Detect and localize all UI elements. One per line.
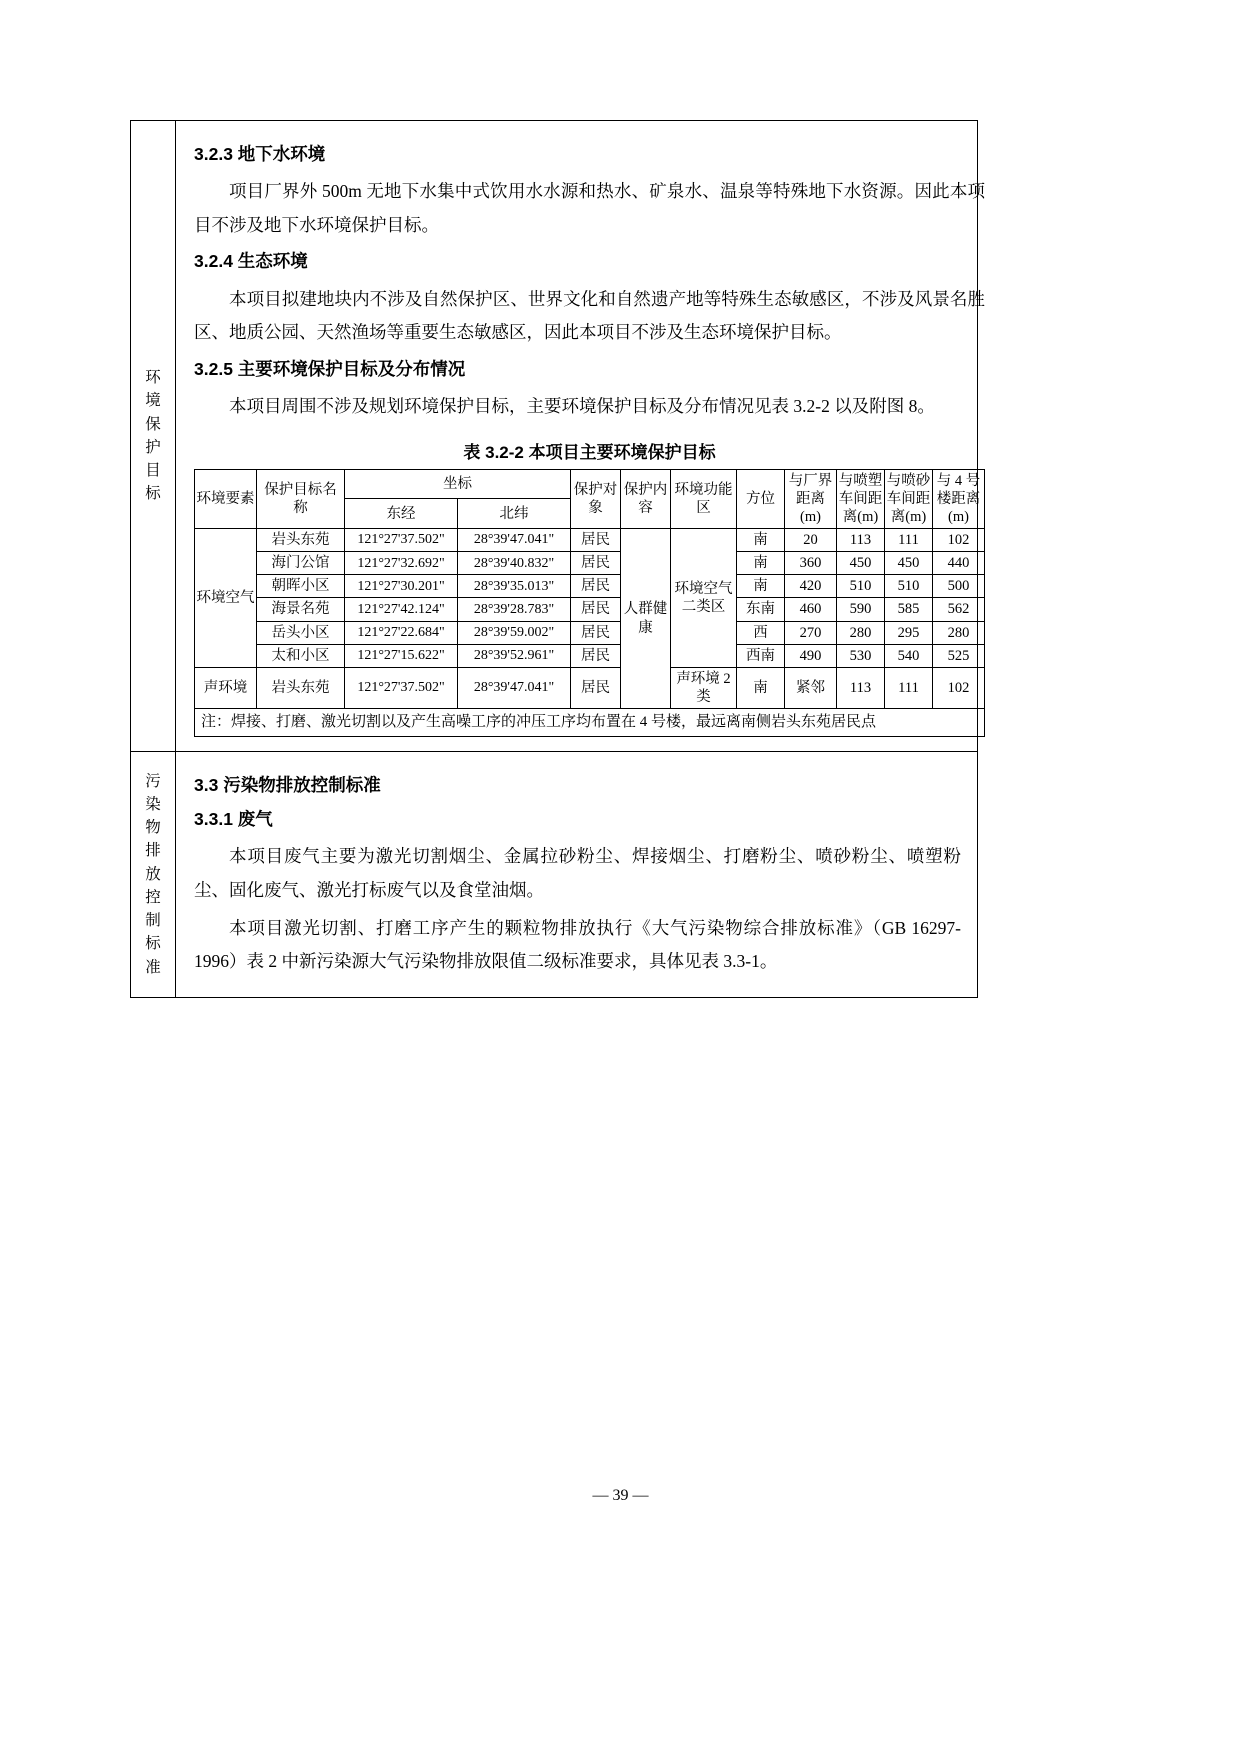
cell-direction: 南 <box>737 552 785 575</box>
cell-direction: 南 <box>737 667 785 708</box>
cell-function-zone-air: 环境空气二类区 <box>671 529 737 668</box>
cell-target-name: 海门公馆 <box>257 552 345 575</box>
cell-target-name: 太和小区 <box>257 644 345 667</box>
cell-protect-object: 居民 <box>571 598 621 621</box>
table-row <box>195 667 985 708</box>
table-row <box>195 575 985 598</box>
cell-direction: 西 <box>737 621 785 644</box>
cell-dist-b4: 102 <box>933 667 985 708</box>
cell-east: 121°27'42.124" <box>345 598 458 621</box>
th-env-element: 环境要素 <box>195 469 257 528</box>
cell-east: 121°27'15.622" <box>345 644 458 667</box>
environment-protection-target-table <box>194 469 985 737</box>
side-label-text: 环境保护目标 <box>145 369 161 503</box>
section-content-2 <box>176 752 977 997</box>
cell-dist-b4: 280 <box>933 621 985 644</box>
cell-east: 121°27'22.684" <box>345 621 458 644</box>
cell-dist-sand: 450 <box>885 552 933 575</box>
th-dist-spray-plastic: 与喷塑车间距离(m) <box>837 469 885 528</box>
cell-north: 28°39'59.002" <box>458 621 571 644</box>
th-dist-sand-blast: 与喷砂车间距离(m) <box>885 469 933 528</box>
cell-north: 28°39'47.041" <box>458 529 571 552</box>
cell-direction: 西南 <box>737 644 785 667</box>
cell-protect-object: 居民 <box>571 667 621 708</box>
th-target-name: 保护目标名称 <box>257 469 345 528</box>
cell-protect-content: 人群健康 <box>621 529 671 709</box>
heading-3-2-3: 3.2.3 地下水环境 <box>194 144 326 164</box>
page-number: — 39 — <box>592 1487 649 1504</box>
table-note-row <box>195 709 985 737</box>
cell-dist-b4: 525 <box>933 644 985 667</box>
table-row <box>195 644 985 667</box>
cell-group-noise: 声环境 <box>195 667 257 708</box>
cell-dist-boundary: 紧邻 <box>785 667 837 708</box>
cell-east: 121°27'37.502" <box>345 529 458 552</box>
th-protect-object: 保护对象 <box>571 469 621 528</box>
cell-dist-sand: 510 <box>885 575 933 598</box>
cell-north: 28°39'52.961" <box>458 644 571 667</box>
cell-function-zone-noise: 声环境 2 类 <box>671 667 737 708</box>
cell-dist-sand: 540 <box>885 644 933 667</box>
table-note: 注：焊接、打磨、激光切割以及产生高噪工序的冲压工序均布置在 4 号楼，最远离南侧岩头东苑居民点 <box>195 709 985 737</box>
cell-dist-spray: 113 <box>837 667 885 708</box>
cell-east: 121°27'32.692" <box>345 552 458 575</box>
cell-dist-boundary: 460 <box>785 598 837 621</box>
side-label-environment-protection-target <box>131 121 176 751</box>
th-coordinates: 坐标 <box>345 469 571 499</box>
side-label-text: 污染物排放控制标准 <box>145 772 161 976</box>
cell-dist-sand: 111 <box>885 529 933 552</box>
th-east-longitude: 东经 <box>345 499 458 529</box>
cell-direction: 南 <box>737 575 785 598</box>
th-dist-boundary: 与厂界距离(m) <box>785 469 837 528</box>
cell-target-name: 海景名苑 <box>257 598 345 621</box>
cell-dist-spray: 530 <box>837 644 885 667</box>
cell-dist-spray: 280 <box>837 621 885 644</box>
heading-3-2-5: 3.2.5 主要环境保护目标及分布情况 <box>194 358 466 379</box>
cell-east: 121°27'37.502" <box>345 667 458 708</box>
cell-dist-sand: 111 <box>885 667 933 708</box>
para-groundwater: 项目厂界外 500m 无地下水集中式饮用水水源和热水、矿泉水、温泉等特殊地下水资源。因此本项目不涉及地下水环境保护目标。 <box>194 181 985 235</box>
cell-north: 28°39'28.783" <box>458 598 571 621</box>
cell-dist-spray: 590 <box>837 598 885 621</box>
para-particulate-standard: 本项目激光切割、打磨工序产生的颗粒物排放执行《大气污染物综合排放标准》（GB 16297-1996）表 2 中新污染源大气污染物排放限值二级标准要求，具体见表 3.3-1。 <box>194 917 961 972</box>
cell-dist-spray: 450 <box>837 552 885 575</box>
table-row <box>195 529 985 552</box>
table-row <box>195 621 985 644</box>
cell-dist-boundary: 490 <box>785 644 837 667</box>
heading-3-2-4: 3.2.4 生态环境 <box>194 251 308 272</box>
cell-dist-sand: 585 <box>885 598 933 621</box>
cell-protect-object: 居民 <box>571 575 621 598</box>
cell-dist-boundary: 420 <box>785 575 837 598</box>
table-row <box>195 598 985 621</box>
th-dist-building4: 与 4 号楼距离(m) <box>933 469 985 528</box>
table-title: 表 3.2-2 本项目主要环境保护目标 <box>463 442 716 462</box>
cell-north: 28°39'40.832" <box>458 552 571 575</box>
section-pollutant-discharge-standard <box>131 752 977 997</box>
cell-protect-object: 居民 <box>571 621 621 644</box>
cell-dist-boundary: 20 <box>785 529 837 552</box>
cell-dist-boundary: 270 <box>785 621 837 644</box>
cell-direction: 南 <box>737 529 785 552</box>
cell-dist-b4: 562 <box>933 598 985 621</box>
side-label-pollutant-discharge-standard <box>131 752 176 997</box>
para-main-targets: 本项目周围不涉及规划环境保护目标，主要环境保护目标及分布情况见表 3.2-2 以及附图 8。 <box>229 396 935 417</box>
cell-dist-boundary: 360 <box>785 552 837 575</box>
th-function-zone: 环境功能区 <box>671 469 737 528</box>
cell-target-name: 岩头东苑 <box>257 667 345 708</box>
cell-dist-b4: 440 <box>933 552 985 575</box>
th-north-latitude: 北纬 <box>458 499 571 529</box>
cell-direction: 东南 <box>737 598 785 621</box>
section-environment-protection-target <box>131 121 985 752</box>
table-header-row-1 <box>195 469 985 499</box>
para-ecology: 本项目拟建地块内不涉及自然保护区、世界文化和自然遗产地等特殊生态敏感区，不涉及风景名胜区、地质公园、天然渔场等重要生态敏感区，因此本项目不涉及生态环境保护目标。 <box>194 288 985 343</box>
cell-protect-object: 居民 <box>571 644 621 667</box>
cell-dist-spray: 510 <box>837 575 885 598</box>
cell-target-name: 朝晖小区 <box>257 575 345 598</box>
th-protect-content: 保护内容 <box>621 469 671 528</box>
section-content-1 <box>176 121 1001 751</box>
cell-target-name: 岳头小区 <box>257 621 345 644</box>
cell-group-air: 环境空气 <box>195 529 257 668</box>
cell-target-name: 岩头东苑 <box>257 529 345 552</box>
cell-dist-b4: 500 <box>933 575 985 598</box>
cell-north: 28°39'35.013" <box>458 575 571 598</box>
heading-3-3-1: 3.3.1 废气 <box>194 809 273 830</box>
document-frame <box>130 120 985 998</box>
cell-dist-sand: 295 <box>885 621 933 644</box>
table-row <box>195 552 985 575</box>
cell-north: 28°39'47.041" <box>458 667 571 708</box>
heading-3-3: 3.3 污染物排放控制标准 <box>194 774 381 795</box>
cell-protect-object: 居民 <box>571 552 621 575</box>
th-direction: 方位 <box>737 469 785 528</box>
cell-dist-b4: 102 <box>933 529 985 552</box>
cell-protect-object: 居民 <box>571 529 621 552</box>
cell-east: 121°27'30.201" <box>345 575 458 598</box>
cell-dist-spray: 113 <box>837 529 885 552</box>
para-waste-gas-sources: 本项目废气主要为激光切割烟尘、金属拉砂粉尘、焊接烟尘、打磨粉尘、喷砂粉尘、喷塑粉尘、固化废气、激光打标废气以及食堂油烟。 <box>194 846 961 900</box>
